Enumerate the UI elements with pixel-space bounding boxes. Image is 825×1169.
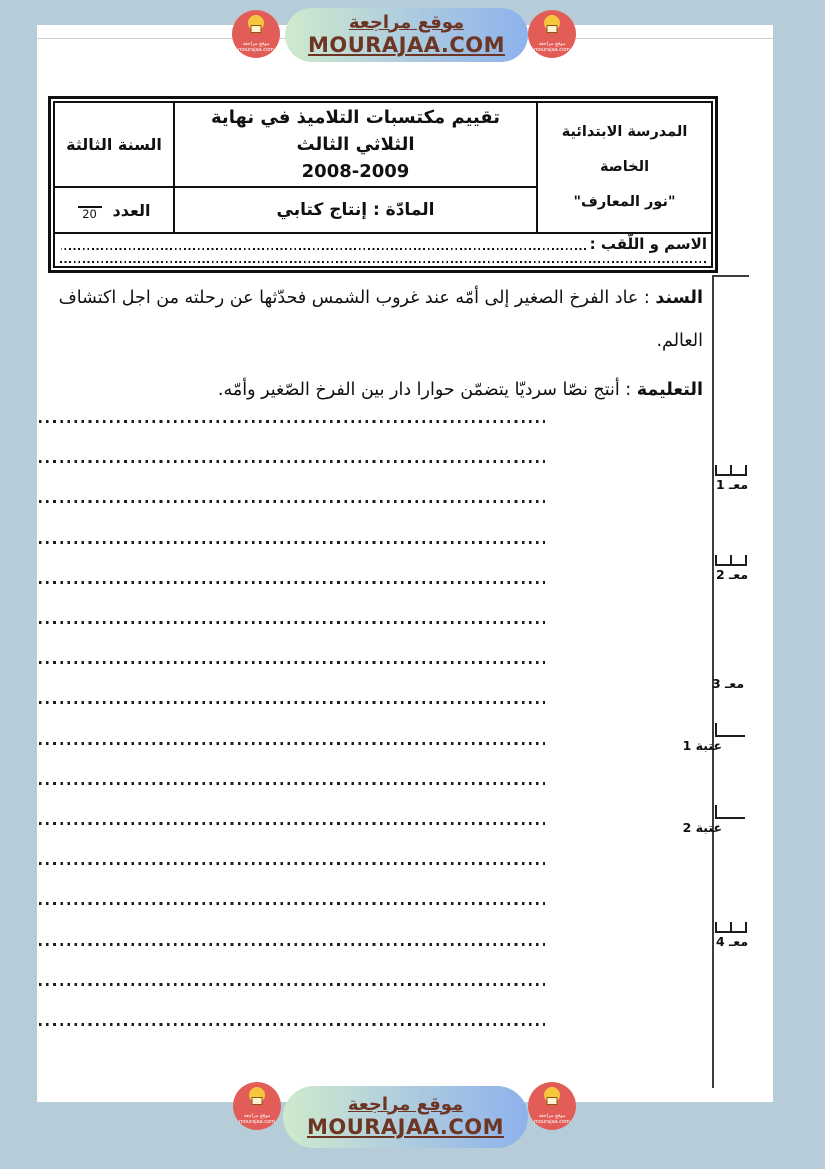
writing-line bbox=[39, 661, 545, 664]
writing-lines bbox=[39, 25, 545, 1102]
site-logo-header-left bbox=[232, 10, 280, 58]
grade-mark-label: معـ 1 bbox=[715, 477, 749, 492]
writing-line bbox=[39, 541, 545, 544]
score-out-of: 20 bbox=[82, 206, 97, 221]
support-text: : عاد الفرخ الصغير إلى أمّه عند غروب الشمس فحدّثها عن رحلته من اجل اكتشاف العالم. bbox=[58, 287, 703, 351]
writing-line bbox=[39, 782, 545, 785]
grade-mark-threshold-2 bbox=[682, 805, 749, 835]
logo-book-badge-icon bbox=[544, 1087, 560, 1103]
grade-mark-criterion-4 bbox=[715, 922, 749, 949]
book-icon bbox=[547, 1097, 558, 1105]
header-site-domain: MOURAJAA.COM bbox=[307, 33, 506, 58]
footer-banner bbox=[283, 1086, 528, 1148]
grade-mark-criterion-2 bbox=[715, 555, 749, 582]
grade-mark-criterion-3 bbox=[711, 675, 745, 691]
grade-mark-label: معـ 2 bbox=[715, 567, 749, 582]
evaluation-title: تقييم مكتسبات التلاميذ في نهاية الثلاثي الثالث bbox=[211, 107, 500, 155]
score-boxes-icon bbox=[715, 465, 747, 476]
logo-book-badge-icon bbox=[248, 15, 264, 31]
footer-site-name-arabic: موقع مراجعة bbox=[347, 1093, 464, 1115]
logo-text-arabic: موقع مراجعة bbox=[243, 1113, 271, 1119]
logo-text-domain: mourajaa.com bbox=[237, 47, 274, 53]
logo-text-domain: mourajaa.com bbox=[533, 47, 570, 53]
writing-line bbox=[39, 983, 545, 986]
footer-site-domain: MOURAJAA.COM bbox=[306, 1115, 505, 1140]
instruction-label: التعليمة bbox=[636, 379, 703, 400]
instruction-text: : أنتج نصّا سرديّا يتضمّن حوارا دار بين الفرخ الصّغير وأمّه. bbox=[217, 379, 637, 400]
writing-line bbox=[39, 1023, 545, 1026]
support-label: السند bbox=[655, 287, 703, 308]
site-logo-header-right bbox=[528, 10, 576, 58]
logo-text-arabic: موقع مراجعة bbox=[242, 41, 270, 47]
grade-mark-threshold-1 bbox=[682, 723, 749, 753]
writing-line bbox=[39, 621, 545, 624]
writing-line bbox=[39, 902, 545, 905]
grade-year: السنة الثالثة bbox=[66, 135, 162, 154]
book-icon bbox=[547, 25, 558, 33]
school-name-line2: "نور المعارف" bbox=[573, 193, 676, 210]
header-site-name-arabic: موقع مراجعة bbox=[348, 11, 465, 33]
school-name-line1: المدرسة الابتدائية الخاصة bbox=[561, 124, 688, 176]
grade-mark-label: عتبة 2 bbox=[682, 820, 722, 835]
writing-line bbox=[39, 500, 545, 503]
logo-text-domain: mourajaa.com bbox=[533, 1119, 570, 1125]
book-icon bbox=[251, 25, 262, 33]
grade-mark-criterion-1 bbox=[715, 465, 749, 492]
writing-line bbox=[39, 943, 545, 946]
writing-line bbox=[39, 420, 545, 423]
logo-book-badge-icon bbox=[249, 1087, 265, 1103]
score-boxes-icon bbox=[715, 922, 747, 933]
worksheet-paper bbox=[37, 25, 773, 1102]
book-icon bbox=[252, 1097, 263, 1105]
grade-mark-label: معـ 3 bbox=[711, 676, 745, 691]
writing-line bbox=[39, 581, 545, 584]
subject-label: المادّة : إنتاج كتابي bbox=[276, 200, 435, 220]
writing-line bbox=[39, 742, 545, 745]
logo-text-arabic: موقع مراجعة bbox=[538, 1113, 566, 1119]
writing-line bbox=[39, 822, 545, 825]
school-cell bbox=[537, 102, 712, 233]
logo-text-arabic: موقع مراجعة bbox=[538, 41, 566, 47]
grading-margin-top-rule bbox=[712, 275, 749, 277]
logo-book-badge-icon bbox=[544, 15, 560, 31]
corner-bracket-icon bbox=[715, 805, 745, 819]
writing-line bbox=[39, 460, 545, 463]
score-label: العدد bbox=[112, 200, 151, 220]
score-boxes-icon bbox=[715, 555, 747, 566]
name-label: الاسم و اللّقب : bbox=[589, 235, 707, 253]
writing-line bbox=[39, 862, 545, 865]
site-logo-footer-right bbox=[528, 1082, 576, 1130]
header-banner bbox=[285, 8, 528, 62]
site-logo-footer-left bbox=[233, 1082, 281, 1130]
grade-mark-label: معـ 4 bbox=[715, 934, 749, 949]
corner-bracket-icon bbox=[715, 723, 745, 737]
grade-mark-label: عتبة 1 bbox=[682, 738, 722, 753]
school-year: 2008-2009 bbox=[301, 161, 410, 182]
writing-line bbox=[39, 701, 545, 704]
logo-text-domain: mourajaa.com bbox=[238, 1119, 275, 1125]
